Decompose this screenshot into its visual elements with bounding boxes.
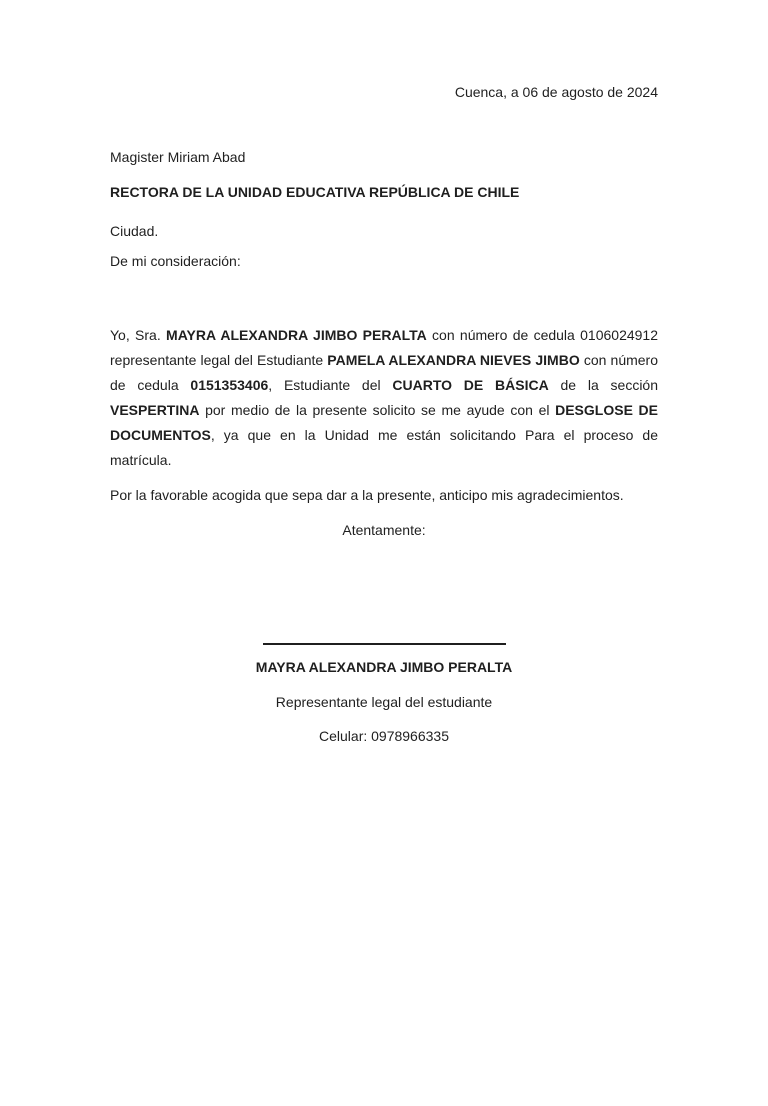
signature-name: MAYRA ALEXANDRA JIMBO PERALTA <box>255 659 513 675</box>
recipient-city: Ciudad. <box>110 223 159 239</box>
body-paragraph-request: Yo, Sra. MAYRA ALEXANDRA JIMBO PERALTA con número de cedula 0106024912 representante legal del Estudiante PAMELA ALEXANDRA NIEVES JIMBO con número de cedula 0151353406, Estudiante del CUARTO DE BÁSICA de la sección VESPERTINA por medio de la presente solicito se me ayude con el DESGLOSE DE DOCUMENTOS, ya que en la Unidad me están solicitando Para el proceso de matrícula. <box>110 327 659 468</box>
closing-salutation: Atentamente: <box>342 522 426 538</box>
signature-role: Representante legal del estudiante <box>275 694 493 710</box>
recipient-name: Magister Miriam Abad <box>110 149 246 165</box>
date-line: Cuenca, a 06 de agosto de 2024 <box>454 84 658 100</box>
recipient-title: RECTORA DE LA UNIDAD EDUCATIVA REPÚBLICA DE CHILE <box>110 184 520 200</box>
signature-rule-line <box>263 643 506 645</box>
document-page <box>0 82 768 1106</box>
signature-block <box>110 643 658 746</box>
body-paragraph-thanks: Por la favorable acogida que sepa dar a la presente, anticipo mis agradecimientos. <box>110 487 624 503</box>
signature-phone: Celular: 0978966335 <box>319 728 449 744</box>
salutation: De mi consideración: <box>110 253 241 269</box>
